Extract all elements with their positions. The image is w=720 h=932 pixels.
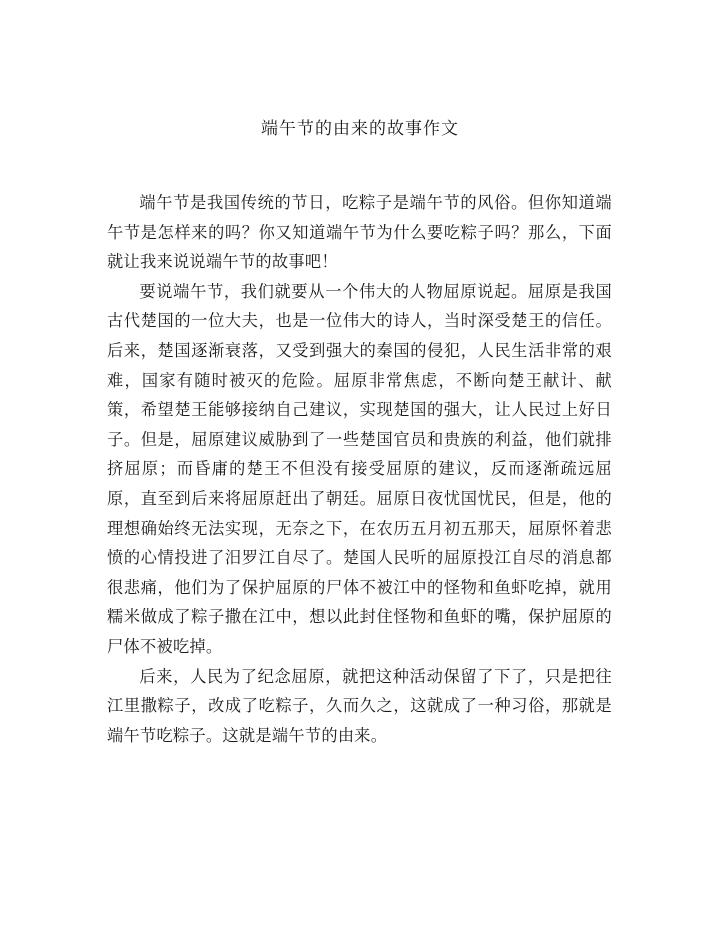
document-title: 端午节的由来的故事作文 xyxy=(261,119,459,139)
document-body xyxy=(107,188,612,750)
paragraph-story: 要说端午节，我们就要从一个伟大的人物屈原说起。屈原是我国古代楚国的一位大夫，也是一位伟大的诗人，当时深受楚王的信任。后来，楚国逐渐衰落，又受到强大的秦国的侵犯，人民生活非常的艰难，国家有随时被灭的危险。屈原非常焦虑，不断向楚王献计、献策，希望楚王能够接纳自己建议，实现楚国的强大，让人民过上好日子。但是，屈原建议威胁到了一些楚国官员和贵族的利益，他们就排挤屈原；而昏庸的楚王不但没有接受屈原的建议，反而逐渐疏远屈原，直至到后来将屈原赶出了朝廷。屈原日夜忧国忧民，但是，他的理想确始终无法实现，无奈之下，在农历五月初五那天，屈原怀着悲愤的心情投进了汨罗江自尽了。楚国人民听的屈原投江自尽的消息都很悲痛，他们为了保护屈原的尸体不被江中的怪物和鱼虾吃掉，就用糯米做成了粽子撒在江中，想以此封住怪物和鱼虾的嘴，保护屈原的尸体不被吃掉。 xyxy=(107,281,612,656)
paragraph-intro: 端午节是我国传统的节日，吃粽子是端午节的风俗。但你知道端午节是怎样来的吗？你又知道端午节为什么要吃粽子吗？那么，下面就让我来说说端午节的故事吧！ xyxy=(107,193,612,272)
paragraph-conclusion: 后来，人民为了纪念屈原，就把这种活动保留了下了，只是把往江里撒粽子，改成了吃粽子，久而久之，这就成了一种习俗，那就是端午节吃粽子。这就是端午节的由来。 xyxy=(107,666,612,745)
